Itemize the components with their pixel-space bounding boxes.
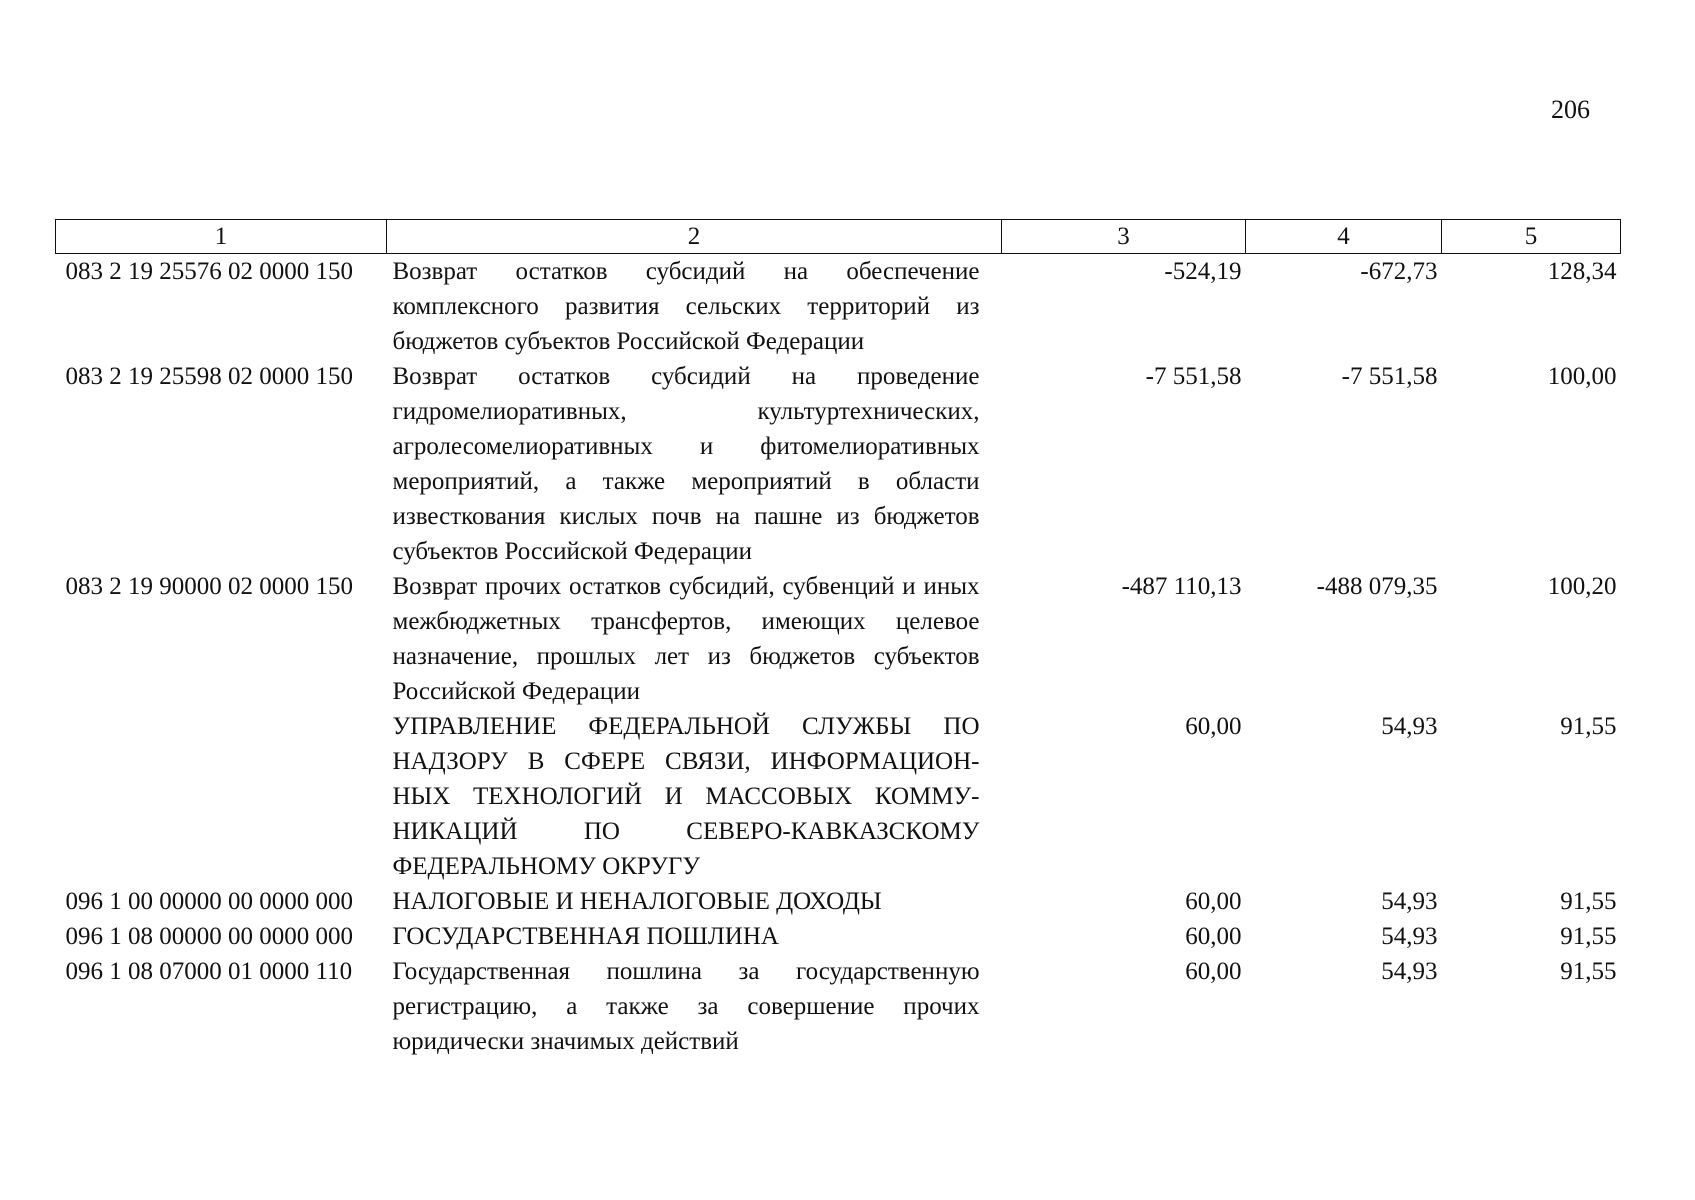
value-col4: 54,93 xyxy=(1381,888,1438,915)
table-row xyxy=(56,254,1621,360)
column-header-5: 5 xyxy=(1442,220,1621,254)
value-col5: 91,55 xyxy=(1560,923,1617,950)
column-header-3: 3 xyxy=(1002,220,1246,254)
value-col3: 60,00 xyxy=(1185,923,1242,950)
value-col5: 100,20 xyxy=(1547,573,1617,600)
value-col5: 91,55 xyxy=(1560,888,1617,915)
header-row xyxy=(56,220,1621,254)
table-row xyxy=(56,954,1621,1059)
budget-code xyxy=(56,709,387,884)
budget-code: 083 2 19 25598 02 0000 150 xyxy=(65,363,353,390)
value-col5: 91,55 xyxy=(1560,713,1617,740)
value-col3: 60,00 xyxy=(1185,958,1242,985)
value-col3: 60,00 xyxy=(1185,888,1242,915)
item-name: Возврат остатков субсидий на обеспечение комплексного развития сельских территорий из бюджетов субъектов Российской Федерации xyxy=(392,258,980,355)
page-number: 206 xyxy=(1551,95,1590,124)
budget-code: 083 2 19 90000 02 0000 150 xyxy=(65,573,353,600)
item-name: Возврат прочих остатков субсидий, субвенций и иных межбюджетных трансфертов, имеющих целевое назначение, прошлых лет из бюджетов субъектов Российской Федерации xyxy=(392,573,980,705)
value-col5: 91,55 xyxy=(1560,958,1617,985)
budget-code: 096 1 08 07000 01 0000 110 xyxy=(65,958,353,985)
value-col4: 54,93 xyxy=(1381,713,1438,740)
table-header xyxy=(56,220,1621,254)
item-name: УПРАВЛЕНИЕ ФЕДЕРАЛЬНОЙ СЛУЖБЫ ПО НАДЗОРУ В СФЕРЕ СВЯЗИ, ИНФОРМАЦИОН-НЫХ ТЕХНОЛОГИЙ И МАССОВЫХ КОММУ-НИКАЦИЙ ПО СЕВЕРО-КАВКАЗСКОМУ ФЕДЕРАЛЬНОМУ ОКРУГУ xyxy=(392,713,980,880)
budget-code: 096 1 08 00000 00 0000 000 xyxy=(65,923,353,950)
item-name: Государственная пошлина за государственную регистрацию, а также за совершение прочих юридически значимых действий xyxy=(392,958,980,1055)
value-col3: -524,19 xyxy=(1164,258,1242,285)
value-col4: 54,93 xyxy=(1381,958,1438,985)
value-col3: -487 110,13 xyxy=(1121,573,1242,600)
table-row xyxy=(56,569,1621,709)
value-col3: -7 551,58 xyxy=(1145,363,1242,390)
value-col4: 54,93 xyxy=(1381,923,1438,950)
column-header-2: 2 xyxy=(387,220,1002,254)
value-col5: 128,34 xyxy=(1547,258,1617,285)
column-header-1: 1 xyxy=(56,220,387,254)
value-col5: 100,00 xyxy=(1547,363,1617,390)
item-name: Возврат остатков субсидий на проведение гидромелиоративных, культуртехнических, агролесомелиоративных и фитомелиоративных мероприятий, а также мероприятий в области известкования кислых почв на пашне из бюджетов субъектов Российской Федерации xyxy=(392,363,980,565)
value-col3: 60,00 xyxy=(1185,713,1242,740)
table-row xyxy=(56,359,1621,569)
value-col4: -488 079,35 xyxy=(1316,573,1438,600)
budget-table xyxy=(55,219,1621,1059)
column-header-4: 4 xyxy=(1246,220,1442,254)
budget-code: 096 1 00 00000 00 0000 000 xyxy=(65,888,353,915)
item-name: ГОСУДАРСТВЕННАЯ ПОШЛИНА xyxy=(392,923,779,950)
table-row xyxy=(56,709,1621,884)
item-name: НАЛОГОВЫЕ И НЕНАЛОГОВЫЕ ДОХОДЫ xyxy=(392,888,882,915)
table-row xyxy=(56,884,1621,919)
value-col4: -7 551,58 xyxy=(1341,363,1438,390)
table-row xyxy=(56,919,1621,954)
value-col4: -672,73 xyxy=(1360,258,1438,285)
table-body xyxy=(56,254,1621,1060)
budget-code: 083 2 19 25576 02 0000 150 xyxy=(65,258,353,285)
